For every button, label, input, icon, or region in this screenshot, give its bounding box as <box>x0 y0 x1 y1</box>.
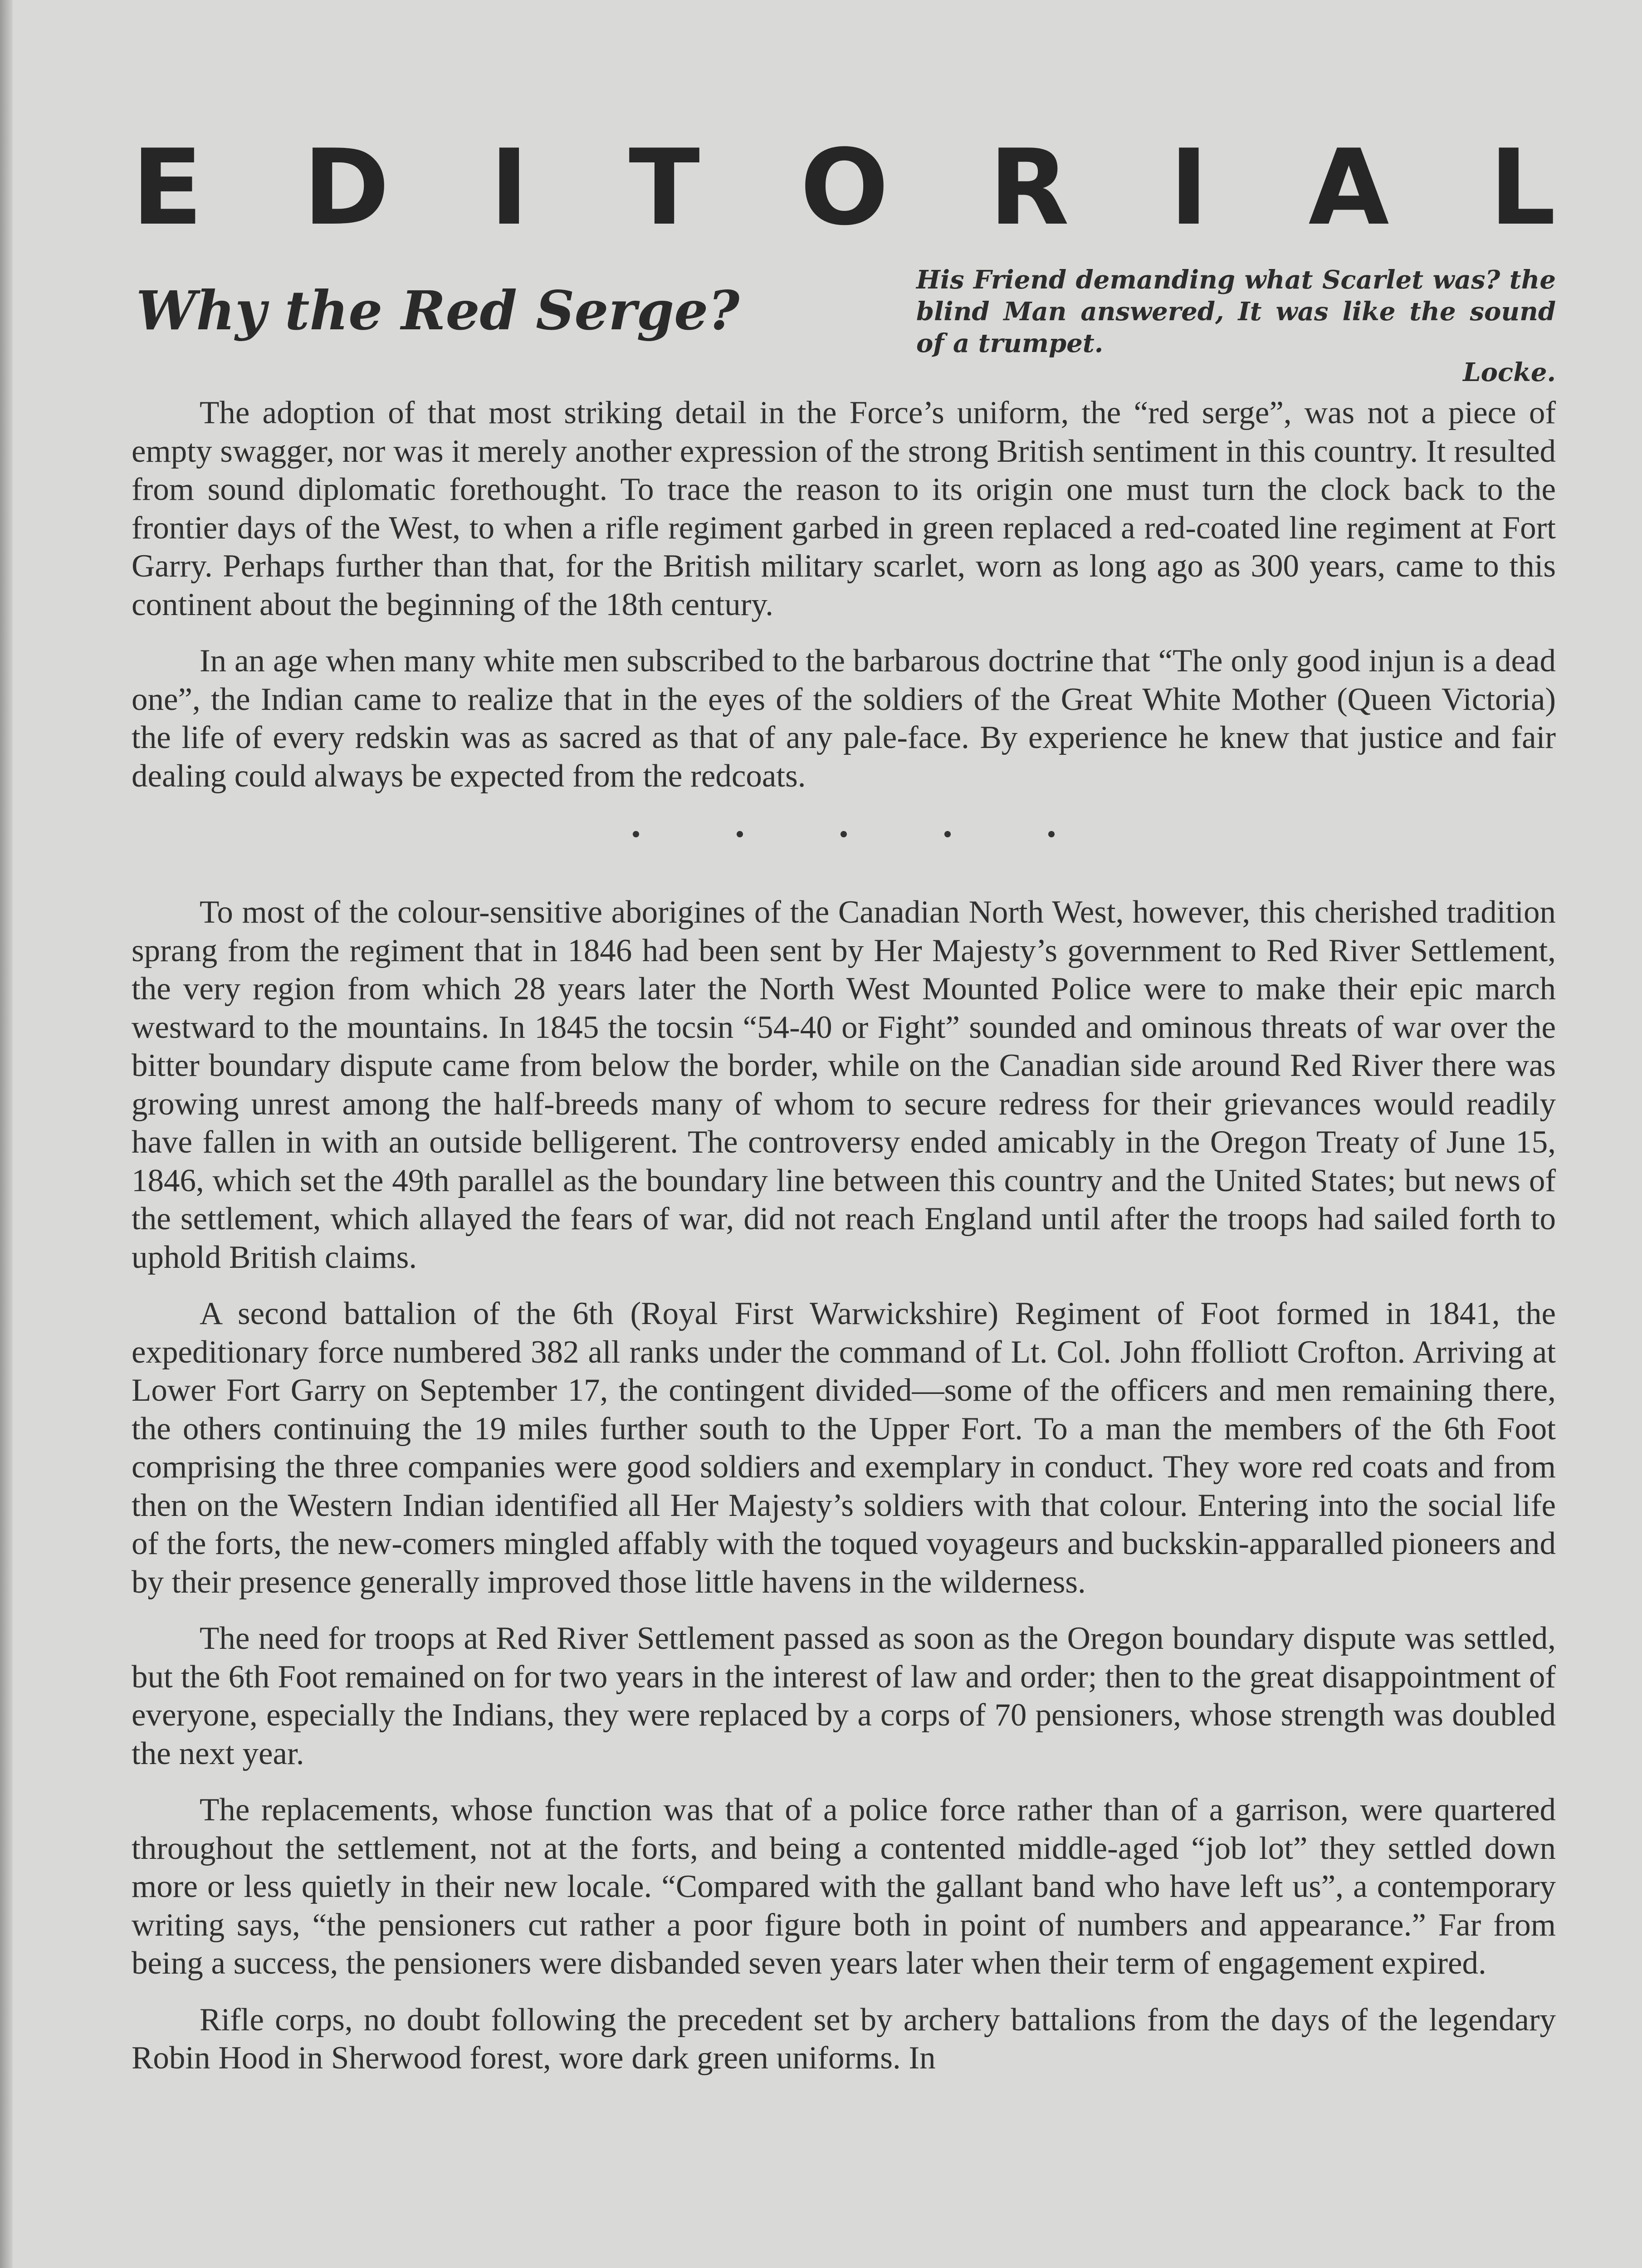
divider-dot <box>841 831 847 837</box>
paragraph: The adoption of that most striking detail in the Force’s uniform, the “red serge”, was not a piece of empty swagger, nor was it merely another expression of the strong British sentiment in this country. It resulted from sound diplomatic forethought. To trace the reason to its origin one must turn the clock back to the frontier days of the West, to when a rifle regiment garbed in green replaced a red-coated line regiment at Fort Garry. Perhaps further than that, for the British military scarlet, worn as long ago as 300 years, came to this continent about the beginning of the 18th century. <box>132 395 1556 622</box>
article-body <box>132 394 1556 2096</box>
paragraph: The need for troops at Red River Settlement passed as soon as the Oregon boundary dispute was settled, but the 6th Foot remained on for two years in the interest of law and order; then to the great disappointment of everyone, especially the Indians, they were replaced by a corps of 70 pensioners, whose strength was doubled the next year. <box>132 1621 1556 1771</box>
masthead-letter: T <box>629 127 700 249</box>
masthead-letter: E <box>132 127 203 249</box>
section-divider <box>132 814 1556 854</box>
page-edge <box>0 0 13 2268</box>
masthead-letter: D <box>303 127 390 249</box>
divider-dot <box>737 831 743 837</box>
article-title: Why the Red Serge? <box>136 279 740 342</box>
epigraph <box>916 264 1556 388</box>
masthead-letter: R <box>989 127 1070 249</box>
paragraph: Rifle corps, no doubt following the precedent set by archery battalions from the days of the legendary Robin Hood in Sherwood forest, wore dark green uniforms. In <box>132 2002 1556 2076</box>
paragraph: The replacements, whose function was that of a police force rather than of a garrison, were quartered throughout the settlement, not at the forts, and being a contented middle-aged “job lot” they settled down more or less quietly in their new locale. “Compared with the gallant band who have left us”, a contemporary writing says, “the pensioners cut rather a poor figure both in point of numbers and appearance.” Far from being a success, the pensioners were disbanded seven years later when their term of engagement expired. <box>132 1792 1556 1981</box>
divider-dot <box>633 831 639 837</box>
divider-dot <box>1048 831 1055 837</box>
masthead-letter: A <box>1308 127 1389 249</box>
masthead-letter: O <box>800 127 889 249</box>
masthead <box>132 127 1556 249</box>
epigraph-attribution: Locke. <box>1463 357 1556 387</box>
divider-dot <box>944 831 951 837</box>
paragraph: In an age when many white men subscribed to the barbarous doctrine that “The only good injun is a dead one”, the Indian came to realize that in the eyes of the soldiers of the Great White Mother (Queen Victoria) the life of every redskin was as sacred as that of any pale-face. By experience he knew that justice and fair dealing could always be expected from the redcoats. <box>132 643 1556 794</box>
paragraph: To most of the colour-sensitive aborigines of the Canadian North West, however, this cherished tradition sprang from the regiment that in 1846 had been sent by Her Majesty’s government to Red River Settlement, the very region from which 28 years later the North West Mounted Police were to make their epic march westward to the mountains. In 1845 the tocsin “54-40 or Fight” sounded and ominous threats of war over the bitter boundary dispute came from below the border, while on the Canadian side around Red River there was growing unrest among the half-breeds many of whom to secure redress for their grievances would readily have fallen in with an outside belligerent. The controversy ended amicably in the Oregon Treaty of June 15, 1846, which set the 49th parallel as the boundary line between this country and the United States; but news of the settlement, which allayed the fears of war, did not reach England until after the troops had sailed forth to uphold British claims. <box>132 894 1556 1275</box>
masthead-letter: I <box>489 127 529 249</box>
masthead-letter: L <box>1489 127 1556 249</box>
masthead-letter: I <box>1169 127 1208 249</box>
paragraph: A second battalion of the 6th (Royal First Warwickshire) Regiment of Foot formed in 1841, the expeditionary force numbered 382 all ranks under the command of Lt. Col. John ffolliott Crofton. Arriving at Lower Fort Garry on September 17, the contingent divided—some of the officers and men remaining there, the others continuing the 19 miles further south to the Upper Fort. To a man the members of the 6th Foot comprising the three companies were good soldiers and exemplary in conduct. They wore red coats and from then on the Western Indian identified all Her Majesty’s soldiers with that colour. Entering into the social life of the forts, the new-comers mingled affably with the toqued voyageurs and buckskin-apparalled pioneers and by their presence generally improved those little havens in the wilderness. <box>132 1296 1556 1600</box>
epigraph-quote: His Friend demanding what Scarlet was? the blind Man answered, It was like the sound of a trumpet. <box>916 265 1556 358</box>
